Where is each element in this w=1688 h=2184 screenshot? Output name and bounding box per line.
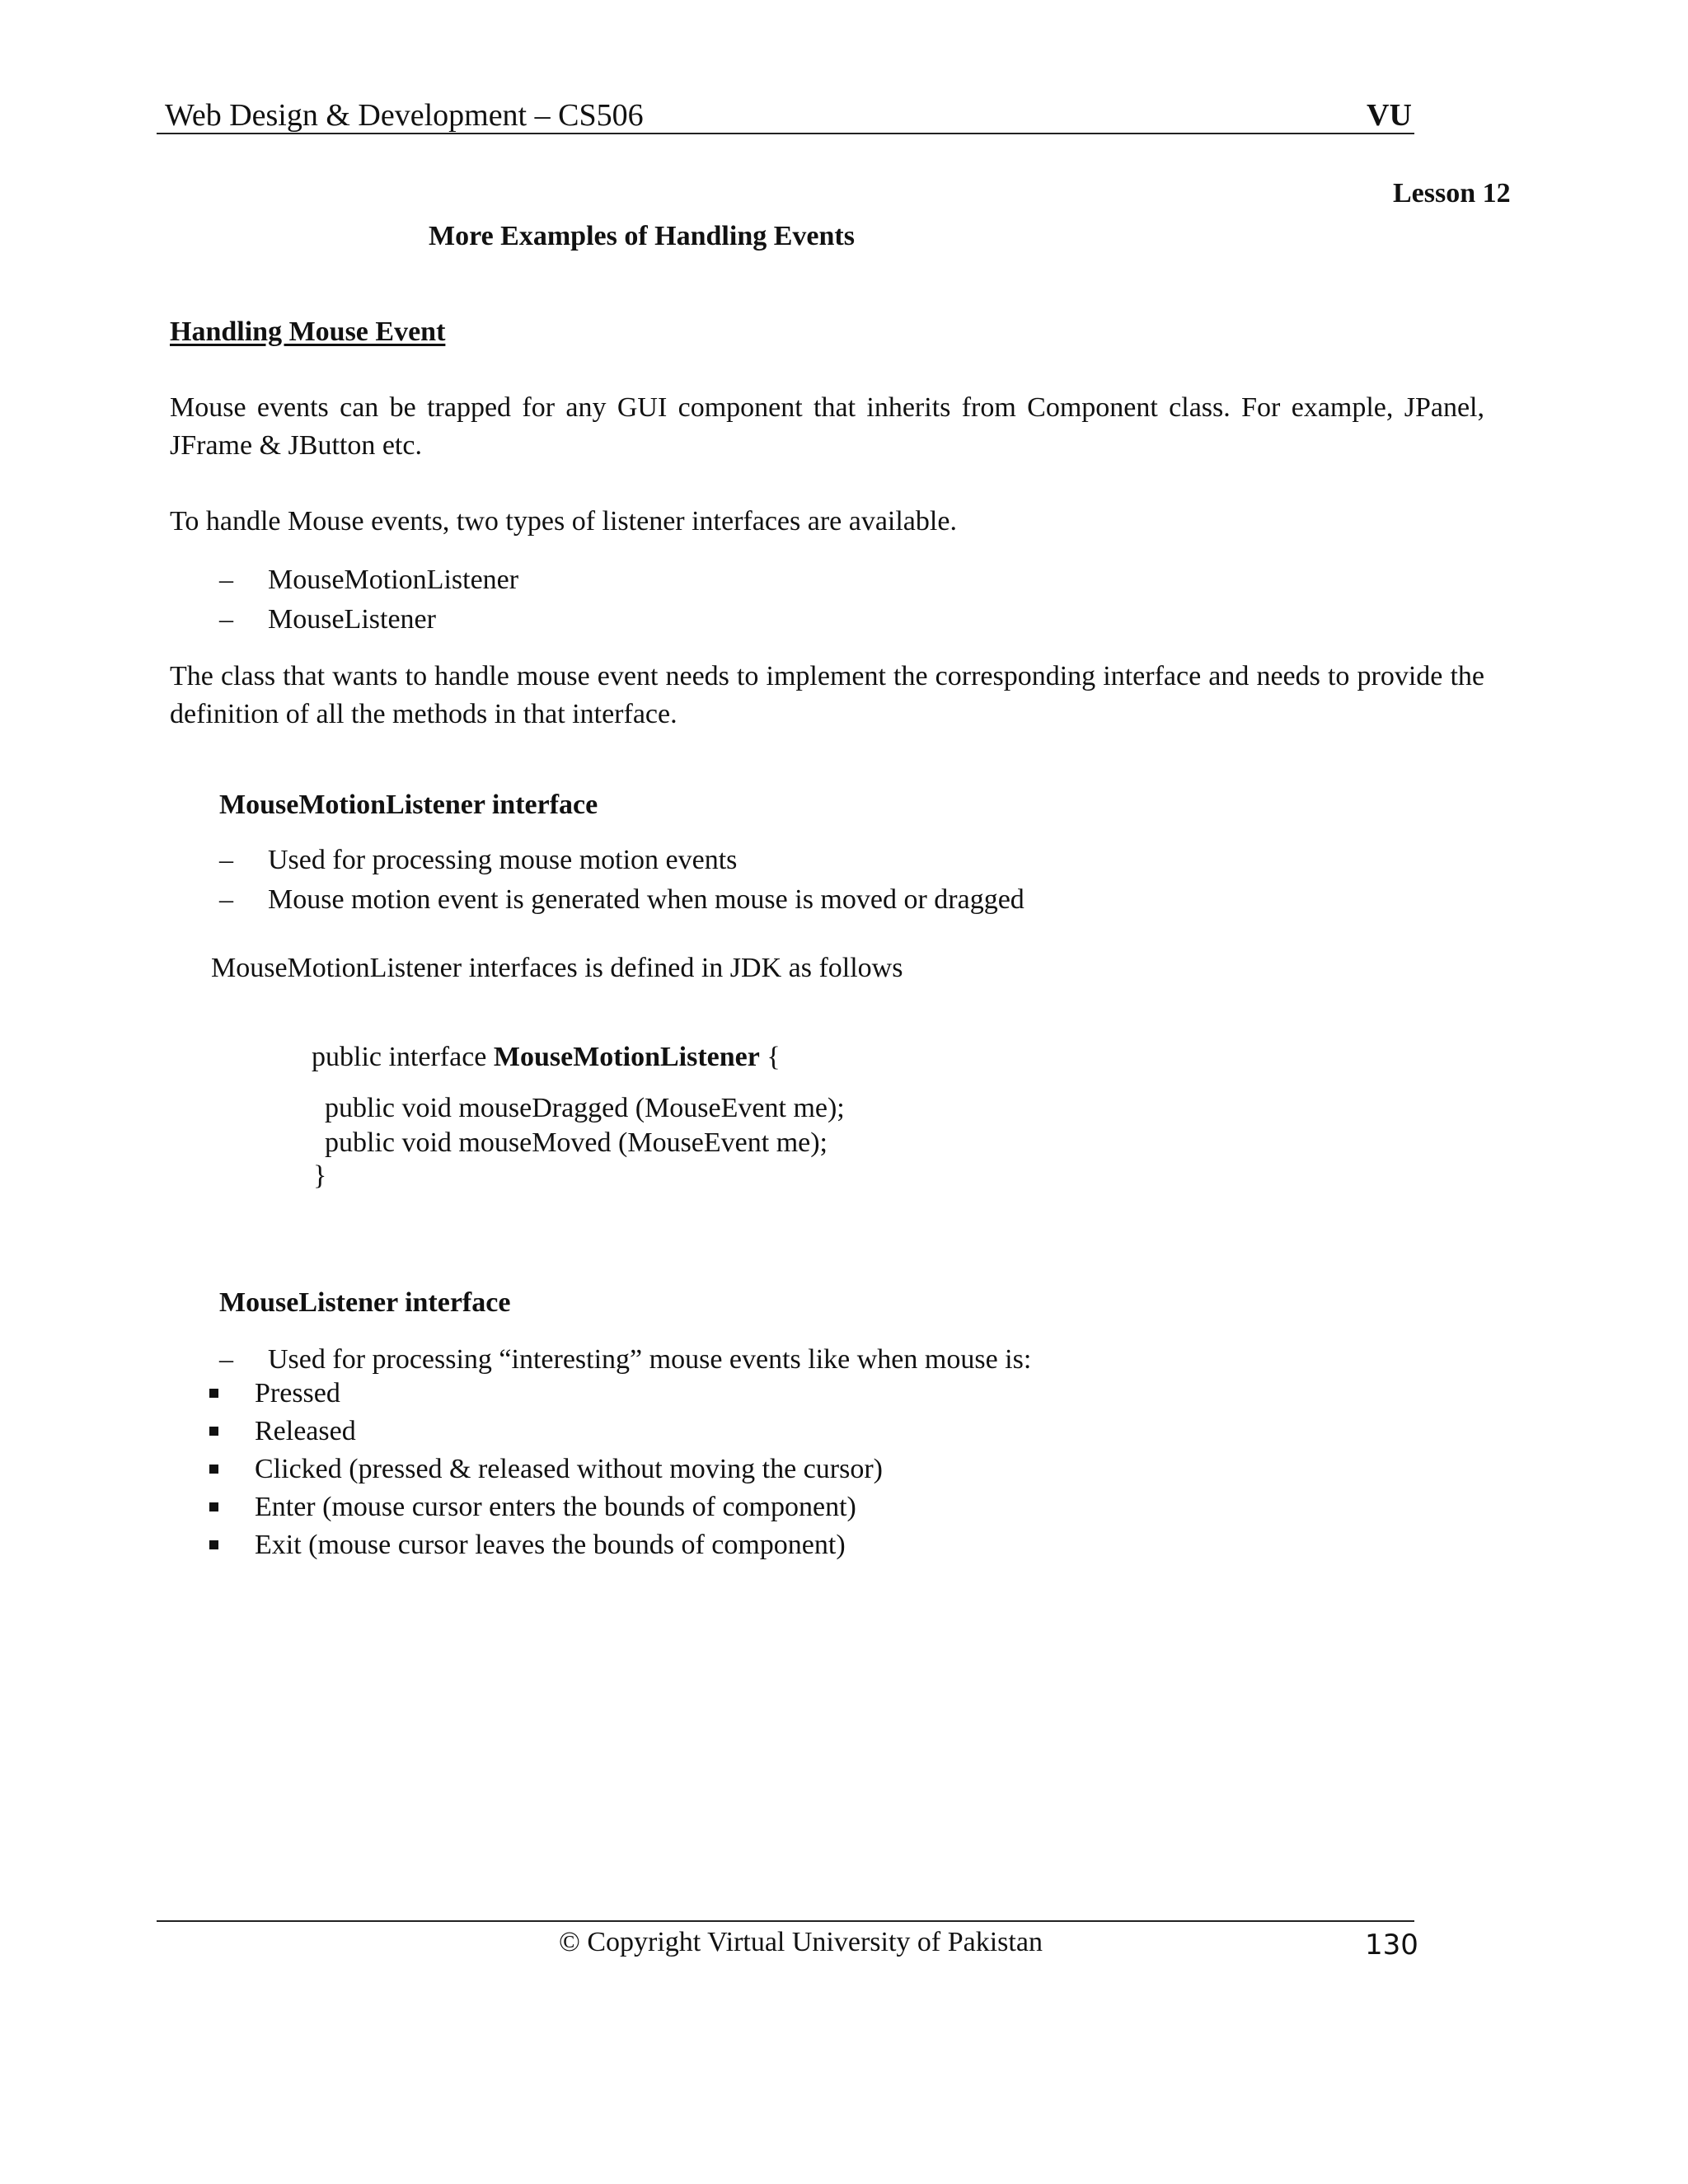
list-item [209,1413,883,1451]
list-item [219,841,1025,880]
list-item-label: Exit (mouse cursor leaves the bounds of component) [255,1530,846,1560]
dash-marker: – [219,845,233,875]
code-line-mouse-dragged: public void mouseDragged (MouseEvent me); [325,1093,845,1123]
header-institution: VU [1367,98,1412,133]
list-item [219,1340,1031,1380]
page-title: More Examples of Handling Events [429,221,855,251]
page-number: 130 [1365,1929,1418,1961]
header-rule [157,133,1414,134]
list-item-label: MouseMotionListener [268,565,519,595]
dash-marker: – [219,1344,233,1375]
section-heading: Handling Mouse Event [170,316,446,347]
square-bullet-icon [209,1540,218,1549]
list-item-label: Used for processing “interesting” mouse events like when mouse is: [268,1344,1032,1375]
list-item-label: MouseListener [268,604,436,635]
mouse-event-list [209,1375,883,1564]
code-interface-name: MouseMotionListener [493,1042,760,1072]
square-bullet-icon [209,1465,218,1474]
list-item-label: Mouse motion event is generated when mouse is moved or dragged [268,884,1025,915]
list-item [209,1488,883,1526]
code-close-brace: } [313,1160,327,1191]
mouse-listener-points [219,1340,1031,1380]
square-bullet-icon [209,1389,218,1398]
dash-marker: – [219,604,233,635]
listener-list [219,560,518,640]
code-line-mouse-moved: public void mouseMoved (MouseEvent me); [325,1127,828,1158]
square-bullet-icon [209,1502,218,1511]
mouse-motion-points [219,841,1025,920]
list-item [209,1375,883,1413]
mouse-motion-heading: MouseMotionListener interface [219,790,598,820]
dash-marker: – [219,884,233,915]
implement-note-paragraph: The class that wants to handle mouse event needs to implement the corresponding interface and needs to provide the definition of all the methods in that interface. [170,661,1484,729]
dash-marker: – [219,565,233,595]
list-item [219,560,518,600]
code-line-interface [312,1042,781,1073]
list-item-label: Pressed [255,1378,340,1408]
jdk-intro-text: MouseMotionListener interfaces is defined in JDK as follows [211,953,903,983]
list-item-label: Released [255,1416,356,1446]
list-item [219,880,1025,920]
code-keyword-text: public interface [312,1042,494,1072]
lesson-label: Lesson 12 [1393,178,1511,209]
list-item-label: Used for processing mouse motion events [268,845,738,875]
intro-paragraph: Mouse events can be trapped for any GUI component that inherits from Component class. For example, JPanel, JFrame & JButton etc. [170,392,1484,461]
list-item [209,1526,883,1564]
list-item-label: Enter (mouse cursor enters the bounds of component) [255,1492,856,1522]
mouse-listener-heading: MouseListener interface [219,1287,511,1318]
footer-copyright: © Copyright Virtual University of Pakistan [559,1927,1043,1957]
header-course-title: Web Design & Development – CS506 [165,98,644,133]
code-open-brace: { [759,1042,781,1072]
list-item [209,1451,883,1488]
square-bullet-icon [209,1427,218,1436]
list-item-label: Clicked (pressed & released without moving the cursor) [255,1454,883,1484]
listener-types-paragraph: To handle Mouse events, two types of listener interfaces are available. [170,506,957,537]
list-item [219,600,518,640]
footer-rule [157,1920,1414,1922]
